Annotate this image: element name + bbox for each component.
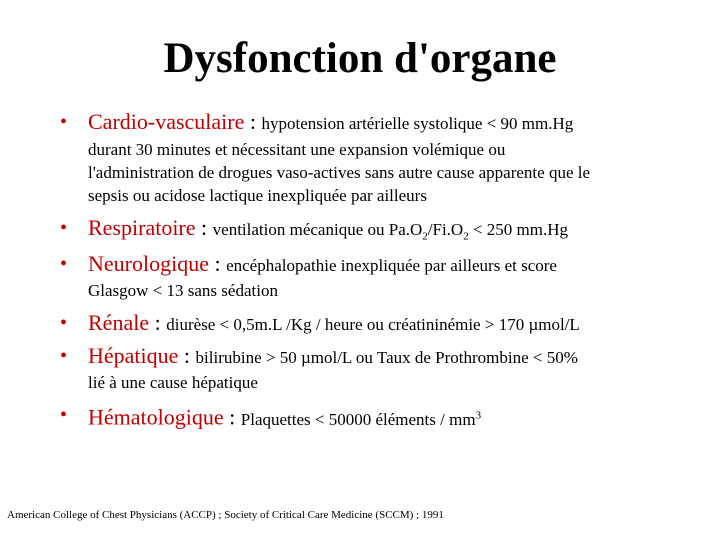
item-heading: Cardio-vasculaire [88,109,245,134]
item-heading: Hépatique [88,343,179,368]
item-heading: Rénale [88,310,150,335]
item-continuation: sepsis ou acidose lactique inexpliquée par ailleurs [88,186,427,205]
subscript: 2 [463,230,469,243]
bullet-dot: • [60,312,68,334]
item-continuation: durant 30 minutes et nécessitant une expansion volémique ou [88,140,506,159]
item-continuation: Glasgow < 13 sans sédation [88,281,278,300]
item-text-part: /Fi.O [427,220,464,239]
item-heading: Respiratoire [88,215,196,240]
item-colon: : [195,215,213,240]
item-heading: Hématologique [88,404,224,430]
superscript: 3 [475,409,482,421]
item-colon: : [178,343,196,368]
item-text [241,410,481,429]
source-footnote: American College of Chest Physicians (ACCP) ; Society of Critical Care Medicine (SCCM) ; 1991 [7,509,444,521]
item-text-part: Plaquettes < 50000 éléments / mm [240,409,476,429]
item-continuation: l'administration de drogues vaso-actives sans autre cause apparente que le [88,163,591,182]
item-text [212,220,569,243]
item-text: bilirubine > 50 µmol/L ou Taux de Prothrombine < 50% [195,348,578,367]
item-text-part: < 250 mm.Hg [468,220,569,239]
item-continuation: lié à une cause hépatique [88,373,258,392]
bullet-dot: • [60,253,68,275]
subscript: 2 [422,230,428,243]
item-text: encéphalopathie inexpliquée par ailleurs et score [226,256,557,275]
bullet-dot: • [60,345,68,367]
item-colon: : [244,109,262,134]
page-title: Dysfonction d'organe [163,35,557,82]
bullet-dot: • [60,404,68,426]
item-text-part: ventilation mécanique ou Pa.O [212,220,423,239]
item-text: diurèse < 0,5m.L /Kg / heure ou créatininémie > 170 µmol/L [166,315,580,334]
item-heading: Neurologique [88,251,209,276]
bullet-dot: • [60,111,68,133]
item-colon: : [208,251,227,276]
item-colon: : [223,404,241,430]
item-colon: : [149,310,167,335]
item-text: hypotension artérielle systolique < 90 mm.Hg [261,114,574,133]
bullet-dot: • [60,217,68,239]
